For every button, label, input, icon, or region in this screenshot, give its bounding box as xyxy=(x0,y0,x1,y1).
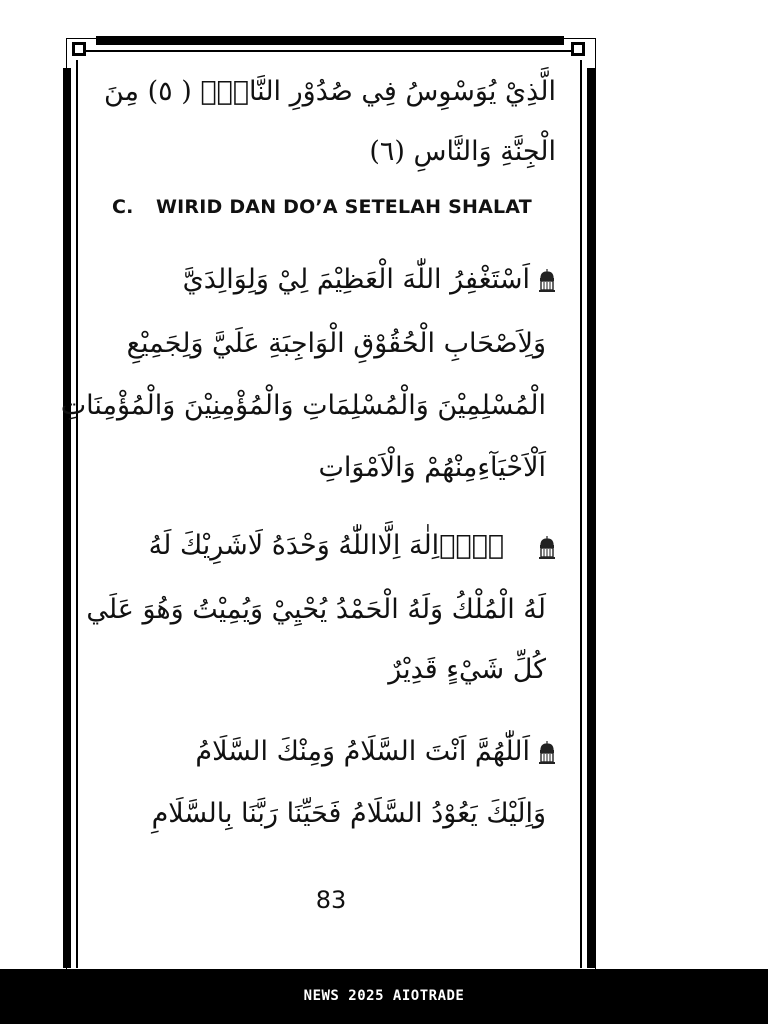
mosque-dome-icon xyxy=(537,535,557,559)
dua-line: كُلِّ شَيْءٍ قَدِيْرٌ xyxy=(388,654,546,685)
mosque-dome-icon xyxy=(537,740,557,764)
dua-line: اَللّٰهُمَّ اَنْتَ السَّلَامُ وَمِنْكَ السَّلَامُ xyxy=(195,736,530,767)
dua-line: وَاِلَيْكَ يَعُوْدُ السَّلَامُ فَحَيِّنَا رَبَّنَا بِالسَّلَامِ xyxy=(151,798,546,829)
frame-inner-right xyxy=(580,60,582,968)
dua-line: اَلْاَحْيَآءِمِنْهُمْ وَالْاَمْوَاتِ xyxy=(318,452,546,483)
verse-line: الْجِنَّةِ وَالنَّاسِ (٦) xyxy=(369,136,556,167)
dua-line: لَاۤاِلٰهَ اِلَّااللّٰهُ وَحْدَهُ لَاشَرِيْكَ لَهُ xyxy=(148,530,504,561)
dua-line: الْمُسْلِمِيْنَ وَالْمُسْلِمَاتِ وَالْمُؤْمِنِيْنَ وَالْمُؤْمِنَاتِ xyxy=(60,390,546,421)
section-number: C. xyxy=(112,196,134,218)
frame-border-left xyxy=(63,68,71,968)
page-frame xyxy=(66,38,596,970)
dua-line: لَهُ الْمُلْكُ وَلَهُ الْحَمْدُ يُحْيِيْ وَيُمِيْتُ وَهُوَ عَلَي xyxy=(86,594,546,625)
frame-inner-left xyxy=(76,60,78,968)
frame-corner-ornament xyxy=(72,42,86,56)
frame-corner-ornament xyxy=(571,42,585,56)
frame-border-right xyxy=(587,68,595,968)
frame-border-top xyxy=(96,36,564,45)
verse-line: الَّذِيْ يُوَسْوِسُ فِي صُدُوْرِ النَّاسِۙ ( ٥) مِنَ xyxy=(103,76,556,107)
section-heading xyxy=(112,196,532,218)
dua-line: وَلِاَصْحَابِ الْحُقُوْقِ الْوَاجِبَةِ عَلَيَّ وَلِجَمِيْعِ xyxy=(126,328,546,359)
frame-inner-top xyxy=(84,50,574,52)
mosque-dome-icon xyxy=(537,268,557,292)
section-title: WIRID DAN DO’A SETELAH SHALAT xyxy=(156,196,532,218)
dua-line: اَسْتَغْفِرُ اللّٰهَ الْعَظِيْمَ لِيْ وَلِوَالِدَيَّ xyxy=(182,264,530,295)
page-number: 83 xyxy=(315,886,347,914)
footer-watermark: NEWS 2025 AIOTRADE xyxy=(303,988,465,1004)
